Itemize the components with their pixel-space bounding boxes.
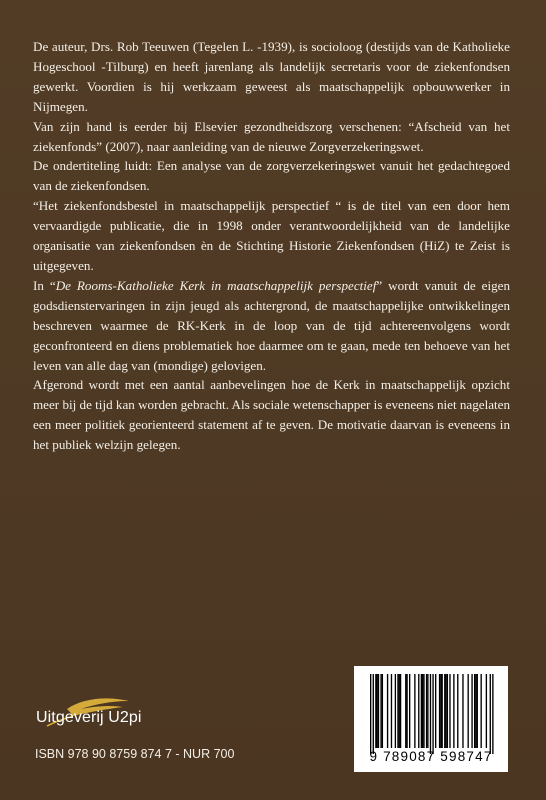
barcode-bar	[481, 674, 482, 748]
barcode-bar	[423, 674, 424, 748]
book-title: De Rooms-Katholieke Kerk in maatschappelijk perspectief	[55, 277, 377, 293]
barcode-bar	[445, 674, 446, 748]
barcode-bar	[395, 674, 396, 748]
barcode-bar	[475, 674, 476, 748]
paragraph-author: De auteur, Drs. Rob Teeuwen (Tegelen L. -1939), is socioloog (destijds van de Katholieke Hogeschool -Tilburg) en heeft jarenlang als landelijk secretaris voor de ziekenfondsen gewerkt. Voordien is hij werkzaam geweest als maatschappelijk opbouwwerker in Nijmegen.	[33, 39, 510, 114]
barcode-bar	[449, 674, 450, 748]
paragraph-book-intro	[33, 276, 510, 376]
barcode-bar	[418, 674, 419, 748]
barcode-bar	[391, 674, 392, 748]
barcode-bar	[405, 674, 406, 748]
barcode-bar	[442, 674, 443, 748]
paragraph-publication: “Het ziekenfondsbestel in maatschappelijk perspectief “ is de titel van een door hem vervaardigde publicatie, die in 1998 onder verantwoordelijkheid van de landelijke organisatie van ziekenfondsen èn de Stichting Historie Ziekenfondsen (HiZ) te Zeist is uitgegeven.	[33, 198, 510, 273]
barcode-bar	[457, 674, 458, 748]
barcode-bar	[426, 674, 427, 748]
barcode-bar	[477, 674, 478, 748]
barcode-bar	[447, 674, 448, 748]
intro-after: ” wordt vanuit de eigen godsdienstervaringen in zijn jeugd als achtergrond, de maatschappelijke ontwikkelingen beschreven waarmee de RK-Kerk in de loop van de tijd achtereenvolgens wordt geconfronteerd en diens problematiek hoe daarmee om te gaan, mede ten behoeve van het leven van alle dag van (mondige) gelovigen.	[33, 277, 511, 373]
barcode-bar	[375, 674, 376, 748]
barcode-digits: 9 789087 598747	[369, 749, 493, 764]
barcode-bar	[474, 674, 475, 748]
barcode-bar	[440, 674, 441, 748]
barcode-bar	[432, 674, 433, 754]
barcode-bar	[490, 674, 491, 754]
barcode	[354, 666, 508, 772]
barcode-bar	[399, 674, 400, 748]
barcode-bar	[380, 674, 381, 748]
isbn-line: ISBN 978 90 8759 874 7 - NUR 700	[35, 747, 235, 761]
barcode-bar	[462, 674, 463, 748]
barcode-bar	[421, 674, 422, 748]
paragraph-subtitle: De ondertiteling luidt: Een analyse van de zorgverzekeringswet vanuit het gedachtegoed van de ziekenfondsen.	[33, 158, 510, 194]
barcode-bar	[486, 674, 487, 748]
barcode-bar	[377, 674, 378, 748]
barcode-bar	[373, 674, 374, 754]
blurb-text	[33, 37, 510, 455]
barcode-bar	[378, 674, 379, 748]
barcode-bar	[387, 674, 388, 748]
barcode-bar	[406, 674, 407, 748]
barcode-bar	[382, 674, 383, 748]
paragraph-previous-work: Van zijn hand is eerder bij Elsevier gezondheidszorg verschenen: “Afscheid van het ziekenfonds” (2007), naar aanleiding van de nieuwe Zorgverzekeringswet.	[33, 118, 510, 154]
barcode-bar	[409, 674, 410, 748]
barcode-bar	[471, 674, 472, 748]
barcode-bar	[435, 674, 436, 748]
barcode-bar	[427, 674, 428, 748]
barcode-bar	[414, 674, 415, 748]
barcode-bar	[439, 674, 440, 748]
paragraph-conclusion: Afgerond wordt met een aantal aanbevelingen hoe de Kerk in maatschappelijk opzicht meer bij de tijd kan worden gebracht. Als sociale wetenschapper is eveneens niet nagelaten een meer politiek georienteerd statement af te geven. De motivatie daarvan is eveneens in het publiek welzijn gelegen.	[33, 377, 511, 453]
intro-before: In “	[33, 277, 56, 293]
publisher-block	[33, 697, 233, 737]
barcode-bar	[430, 674, 431, 754]
barcode-bar	[468, 674, 469, 748]
barcode-bar	[453, 674, 454, 748]
barcode-bar	[492, 674, 493, 754]
barcode-bar	[400, 674, 401, 748]
barcode-bar	[370, 674, 371, 754]
barcode-bar	[422, 674, 423, 748]
publisher-name: Uitgeverij U2pi	[36, 709, 142, 726]
barcode-bar	[444, 674, 445, 748]
barcode-bar	[397, 674, 398, 748]
